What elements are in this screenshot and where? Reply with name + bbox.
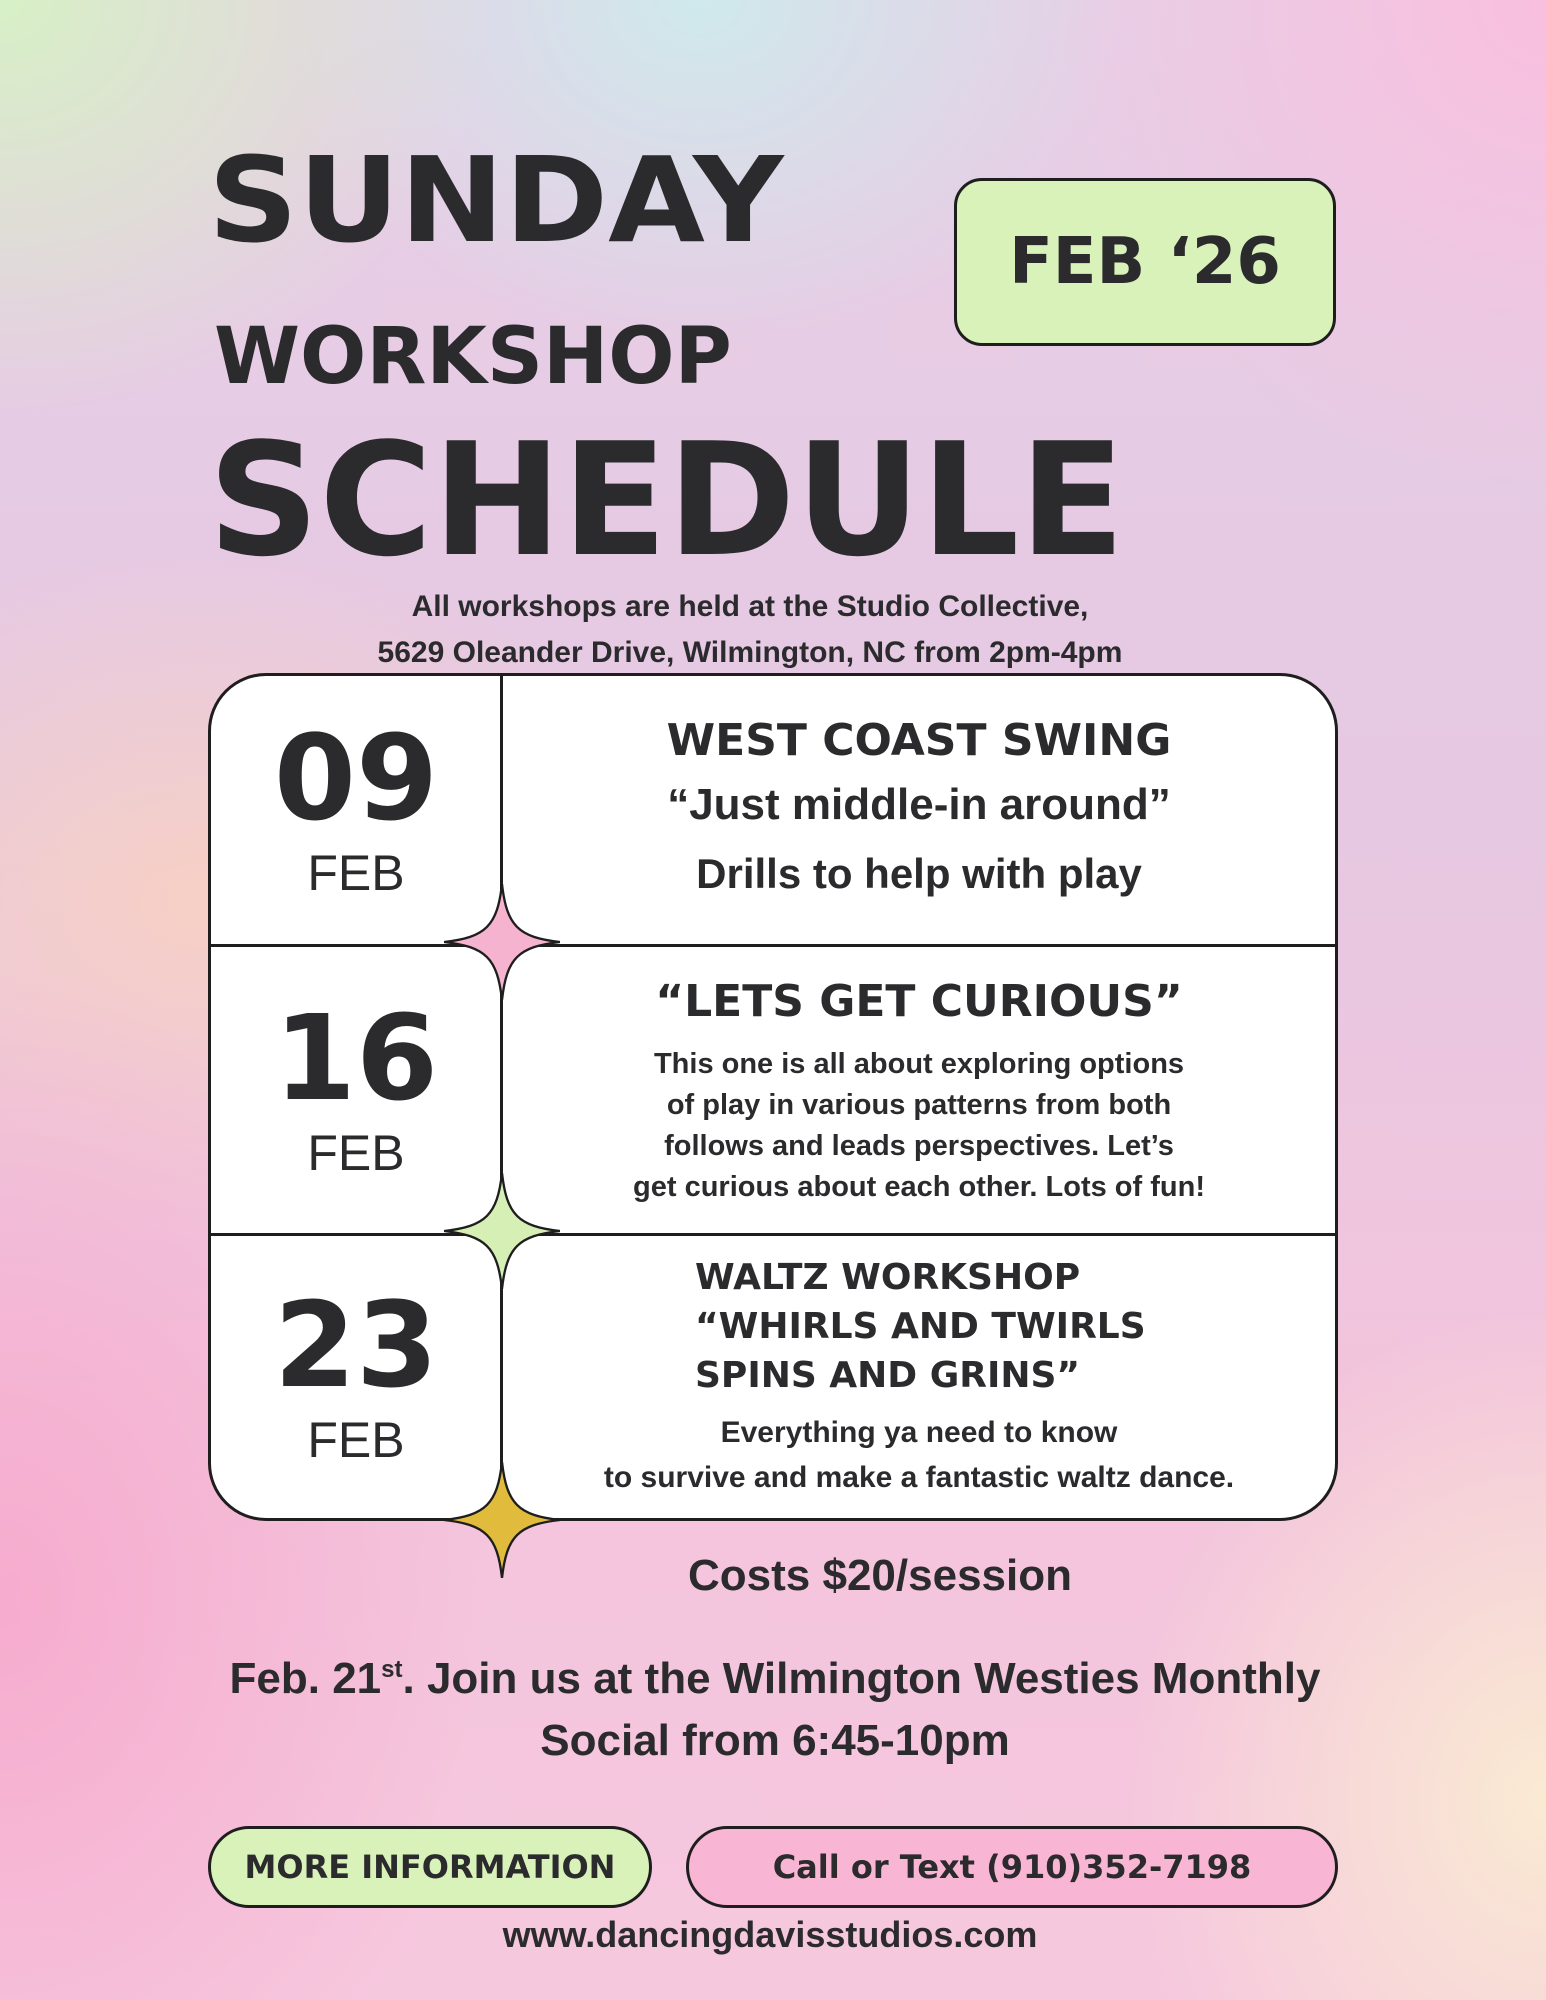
event-description: Drills to help with play	[696, 850, 1142, 897]
cost-text: Costs $20/session	[688, 1551, 1072, 1600]
social-text: . Join us at the Wilmington Westies Monthly	[402, 1654, 1321, 1703]
event-cell-1	[503, 676, 1335, 944]
day-number: 16	[273, 988, 439, 1127]
day-number: 09	[273, 709, 439, 847]
month-label: FEB	[307, 845, 405, 901]
website-link[interactable]: www.dancingdavisstudios.com	[502, 1914, 1038, 1955]
sparkle-star-icon	[444, 1462, 560, 1578]
social-line-1	[200, 1648, 1350, 1710]
more-information-button[interactable]: MORE INFORMATION	[208, 1826, 652, 1908]
description-line: get curious about each other. Lots of fun!	[633, 1170, 1205, 1203]
sparkle-star-icon	[444, 1173, 560, 1289]
description-line: This one is all about exploring options	[653, 1047, 1185, 1080]
event-title: “LETS GET CURIOUS”	[655, 975, 1183, 1027]
event-description	[604, 1410, 1234, 1500]
title-line: WALTZ WORKSHOP	[695, 1257, 1081, 1298]
title-schedule: SCHEDULE	[208, 409, 1125, 591]
month-badge: FEB ‘26	[954, 178, 1336, 346]
schedule-table	[208, 673, 1338, 1521]
date-suffix: st	[381, 1656, 403, 1683]
intro-line-2: 5629 Oleander Drive, Wilmington, NC from 2pm-4pm	[377, 636, 1123, 669]
month-label: FEB	[307, 1124, 405, 1181]
social-line-2: Social from 6:45-10pm	[540, 1716, 1010, 1765]
description-line: Everything ya need to know	[720, 1416, 1118, 1449]
call-or-text-button[interactable]: Call or Text (910)352-7198	[686, 1826, 1338, 1908]
social-date: Feb. 21	[229, 1654, 382, 1703]
event-title: WEST COAST SWING	[666, 715, 1172, 766]
description-line: of play in various patterns from both	[666, 1088, 1172, 1121]
event-description	[633, 1044, 1205, 1208]
intro-line-1: All workshops are held at the Studio Collective,	[411, 590, 1089, 623]
description-line: follows and leads perspectives. Let’s	[664, 1129, 1174, 1162]
description-line: to survive and make a fantastic waltz dance.	[603, 1461, 1235, 1494]
event-cell-2	[503, 946, 1335, 1233]
month-label: FEB	[307, 1411, 405, 1468]
title-sunday: SUNDAY	[208, 131, 784, 269]
title-line: SPINS AND GRINS”	[695, 1355, 1081, 1396]
title-workshop: WORKSHOP	[214, 312, 732, 402]
event-subtitle: “Just middle-in around”	[667, 780, 1171, 829]
event-title	[503, 1253, 1335, 1400]
event-cell-3	[503, 1235, 1335, 1518]
sparkle-star-icon	[444, 884, 560, 1000]
title-line: “WHIRLS AND TWIRLS	[695, 1306, 1146, 1347]
intro-text	[240, 584, 1260, 676]
day-number: 23	[273, 1275, 439, 1414]
social-announcement	[200, 1648, 1350, 1772]
